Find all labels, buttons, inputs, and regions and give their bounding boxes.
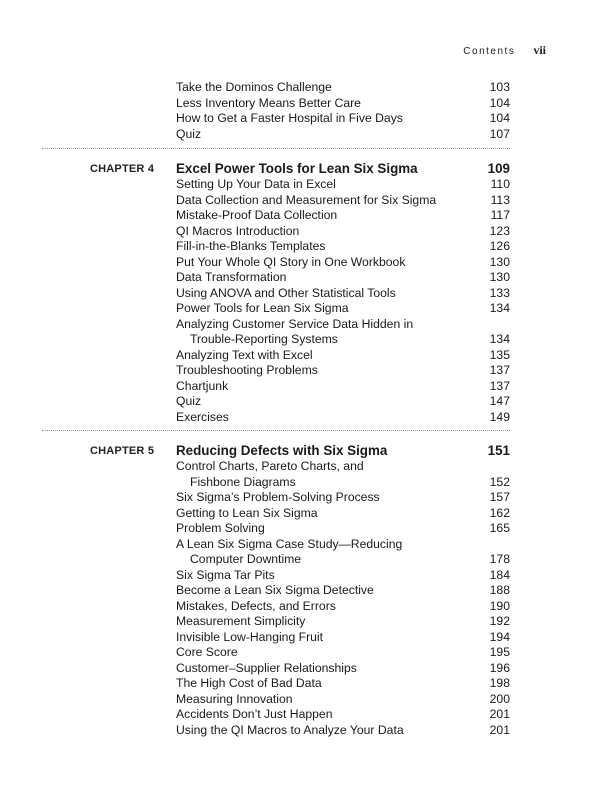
toc-entry-title: Put Your Whole QI Story in One Workbook <box>176 254 406 269</box>
toc-entry-title-continued: Trouble-Reporting Systems <box>190 332 338 346</box>
toc-entry[interactable] <box>176 224 510 240</box>
toc-entry[interactable] <box>176 568 510 584</box>
toc-entry-title: Using the QI Macros to Analyze Your Data <box>176 722 404 737</box>
toc-entry-title: A Lean Six Sigma Case Study—Reducing <box>176 536 403 551</box>
toc-entry-title: Power Tools for Lean Six Sigma <box>176 301 349 315</box>
toc-entry-title: Accidents Don’t Just Happen <box>176 707 333 721</box>
toc-entry-page: 149 <box>489 409 510 424</box>
toc-entry-page: 123 <box>489 223 510 238</box>
toc-entry-page: 192 <box>489 614 510 628</box>
toc-entry-title: Six Sigma’s Problem-Solving Process <box>176 490 380 504</box>
toc-entry-title: Troubleshooting Problems <box>176 363 318 377</box>
toc-entry-title: Become a Lean Six Sigma Detective <box>176 583 374 597</box>
toc-entry[interactable] <box>176 208 510 224</box>
chapter-title[interactable] <box>176 443 510 458</box>
toc-entry[interactable] <box>176 521 510 537</box>
toc-entry[interactable] <box>176 348 510 364</box>
toc-entry-title: Quiz <box>176 126 202 141</box>
toc-entry[interactable] <box>176 286 510 302</box>
toc-entry-title: Data Transformation <box>176 270 287 284</box>
toc-entry-page: 103 <box>489 80 510 94</box>
toc-entry-page: 133 <box>489 285 510 300</box>
toc-entry-page: 110 <box>490 177 510 191</box>
toc-entry-page: 201 <box>489 707 510 721</box>
toc-entry-page: 130 <box>489 270 510 284</box>
toc-entry-title: How to Get a Faster Hospital in Five Days <box>176 111 403 125</box>
toc-entry-page: 198 <box>489 676 510 690</box>
toc-entry[interactable] <box>176 379 510 395</box>
chapter-title-text: Reducing Defects with Six Sigma <box>176 443 388 458</box>
toc-entry[interactable] <box>176 80 510 96</box>
toc-entry[interactable] <box>176 599 510 615</box>
toc-entry-page: 134 <box>489 301 510 315</box>
toc-entry-title: Fill-in-the-Blanks Templates <box>176 239 326 253</box>
toc-entry[interactable] <box>176 645 510 661</box>
toc-entry-page: 157 <box>489 490 510 504</box>
running-title: Contents <box>463 46 516 57</box>
toc-entry-page: 137 <box>489 378 510 393</box>
toc-entry-page: 194 <box>489 629 510 644</box>
toc-entry[interactable] <box>176 317 510 348</box>
chapter-label: CHAPTER 5 <box>90 445 155 457</box>
toc-entry-page: 162 <box>489 505 510 520</box>
toc-entry-page: 147 <box>489 394 510 408</box>
toc-entry[interactable] <box>176 410 510 426</box>
toc-entry[interactable] <box>176 661 510 677</box>
toc-entry-title: Using ANOVA and Other Statistical Tools <box>176 285 396 300</box>
chapter-page: 151 <box>487 443 510 458</box>
toc-entry-page: 107 <box>489 126 510 141</box>
toc-entry-page: 117 <box>490 208 510 222</box>
toc-entry-title: Six Sigma Tar Pits <box>176 567 275 582</box>
toc-entry[interactable] <box>176 177 510 193</box>
toc-entry-title: Mistakes, Defects, and Errors <box>176 598 336 613</box>
toc-entry-page: 195 <box>489 645 510 659</box>
toc-entry[interactable] <box>176 707 510 723</box>
toc-entry-title: Measurement Simplicity <box>176 614 306 628</box>
toc-entry[interactable] <box>176 614 510 630</box>
running-head <box>463 43 546 58</box>
toc-entry[interactable] <box>176 111 510 127</box>
toc-entry-title: The High Cost of Bad Data <box>176 676 322 690</box>
toc-entry[interactable] <box>176 270 510 286</box>
toc-entry[interactable] <box>176 583 510 599</box>
toc-entry-page: 165 <box>489 521 510 535</box>
toc-entry[interactable] <box>176 692 510 708</box>
chapter-page: 109 <box>487 161 510 176</box>
toc-entry-page: 190 <box>489 598 510 613</box>
toc-entry-title-continued: Computer Downtime <box>190 552 302 566</box>
toc-entry-page: 196 <box>489 660 510 675</box>
toc-entry-title: Take the Dominos Challenge <box>176 80 332 94</box>
toc-entry-title: Core Score <box>176 645 238 659</box>
toc-entry-page: 178 <box>489 552 510 566</box>
toc-entry[interactable] <box>176 676 510 692</box>
toc-entry-page: 137 <box>489 363 510 377</box>
toc-entry-page: 113 <box>490 192 510 207</box>
toc-entry-title: Setting Up Your Data in Excel <box>176 177 336 191</box>
toc-entry[interactable] <box>176 630 510 646</box>
toc-entry[interactable] <box>176 127 510 143</box>
toc-entry-title: Analyzing Customer Service Data Hidden in <box>176 316 414 331</box>
toc-entry[interactable] <box>176 363 510 379</box>
toc-entry[interactable] <box>176 96 510 112</box>
chapter-label: CHAPTER 4 <box>90 163 155 175</box>
toc-entry-page: 184 <box>489 567 510 582</box>
toc-entry-title: Control Charts, Pareto Charts, and <box>176 459 364 473</box>
toc-entry[interactable] <box>176 459 510 490</box>
toc-entry-title: Less Inventory Means Better Care <box>176 95 361 110</box>
toc-entry[interactable] <box>176 394 510 410</box>
toc-entry-title: Exercises <box>176 409 229 424</box>
toc-entry[interactable] <box>176 723 510 739</box>
toc-entry-page: 104 <box>489 95 510 110</box>
toc-entry[interactable] <box>176 506 510 522</box>
toc-entry-title: Getting to Lean Six Sigma <box>176 505 318 520</box>
toc-entry-page: 152 <box>489 474 510 489</box>
toc-entry-title: Mistake-Proof Data Collection <box>176 208 338 222</box>
toc-entry[interactable] <box>176 255 510 271</box>
toc-entry-page: 135 <box>489 347 510 362</box>
toc-entry-title: Quiz <box>176 394 202 408</box>
section-divider <box>42 430 510 431</box>
toc-entry-title: Measuring Innovation <box>176 691 293 706</box>
toc-entry-title: Analyzing Text with Excel <box>176 347 313 362</box>
toc-entry[interactable] <box>176 193 510 209</box>
toc-entry-page: 200 <box>489 691 510 706</box>
toc-entry-title: Chartjunk <box>176 378 229 393</box>
toc-entry-title: Invisible Low-Hanging Fruit <box>176 629 323 644</box>
page-folio: vii <box>533 43 546 57</box>
toc-entry-title: Customer–Supplier Relationships <box>176 660 357 675</box>
toc-entry-page: 188 <box>489 583 510 597</box>
toc-entry-page: 130 <box>489 254 510 269</box>
toc-entry-page: 126 <box>489 239 510 253</box>
toc-entry-title-continued: Fishbone Diagrams <box>190 474 296 489</box>
chapter-title[interactable] <box>176 161 510 176</box>
toc-entry[interactable] <box>176 490 510 506</box>
toc-entry-title: Problem Solving <box>176 521 265 535</box>
toc-entry-page: 201 <box>489 722 510 737</box>
toc-entry[interactable] <box>176 301 510 317</box>
chapter-title-text: Excel Power Tools for Lean Six Sigma <box>176 161 418 176</box>
section-divider <box>42 148 510 149</box>
toc-entry-title: QI Macros Introduction <box>176 223 300 238</box>
toc-entry-page: 134 <box>489 332 510 346</box>
toc-entry-page: 104 <box>489 111 510 125</box>
toc-entry[interactable] <box>176 537 510 568</box>
toc-entry[interactable] <box>176 239 510 255</box>
toc-entry-title: Data Collection and Measurement for Six Sigma <box>176 192 437 207</box>
